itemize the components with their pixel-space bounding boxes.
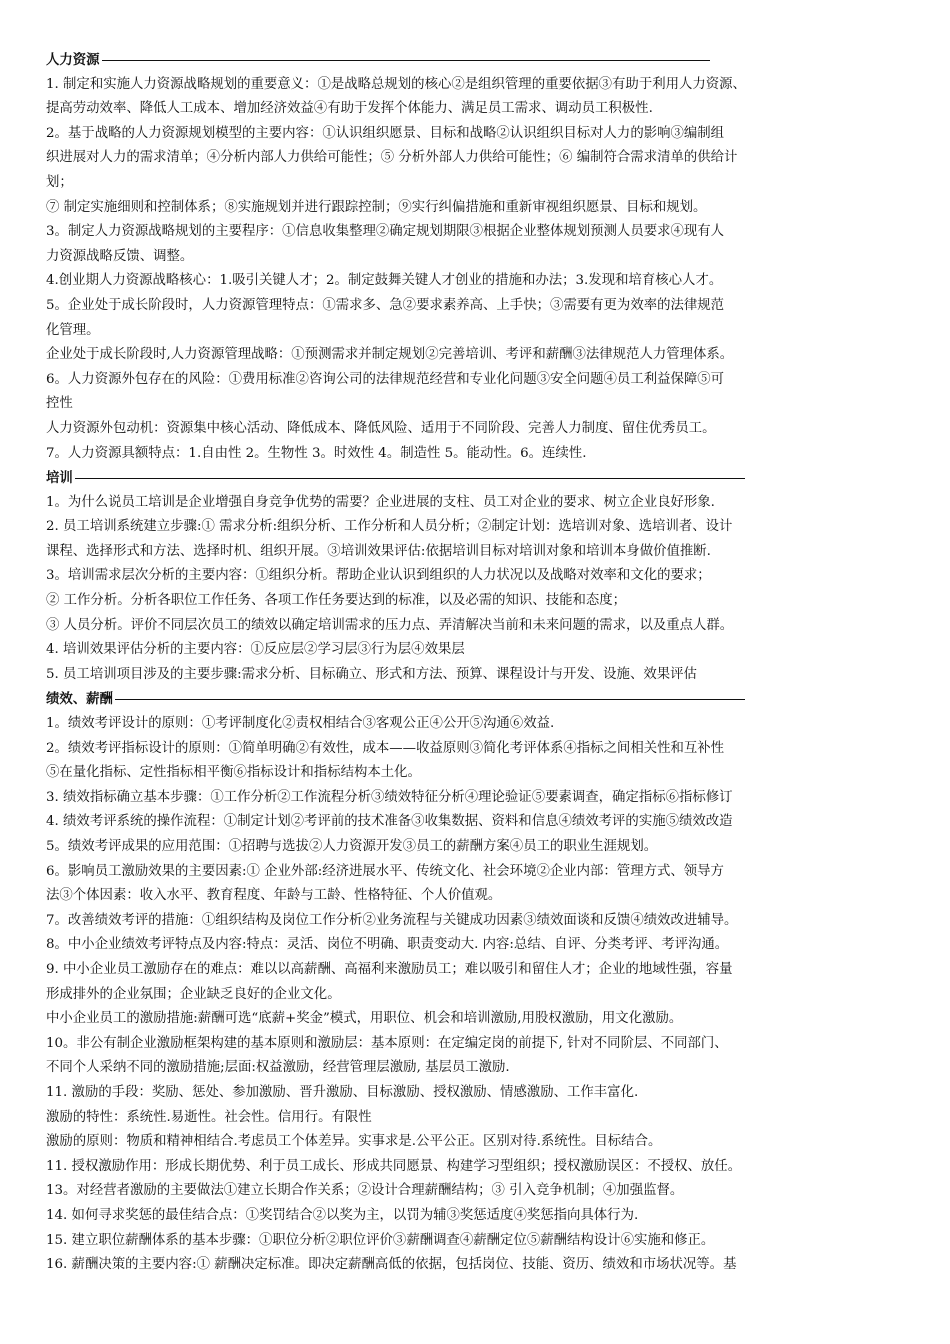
text-line: 中小企业员工的激励措施:薪酬可选“底薪+奖金”模式，用职位、机会和培训激励,用股权激励，用文化激励。 [46, 1011, 683, 1027]
text-line: 提高劳动效率、降低人工成本、增加经济效益④有助于发挥个体能力、满足员工需求、调动员工积极性. [46, 101, 653, 117]
section-heading-hr [46, 48, 912, 73]
text-line: 5. 员工培训项目涉及的主要步骤:需求分析、目标确立、形式和方法、预算、课程设计与开发、设施、效果评估 [46, 666, 697, 682]
text-line: 2。基于战略的人力资源规划模型的主要内容：①认识组织愿景、目标和战略②认识组织目标对人力的影响③编制组 [46, 125, 725, 141]
text-line: 3。制定人力资源战略规划的主要程序：①信息收集整理②确定规划期限③根据企业整体规划预测人员要求④现有人 [46, 224, 725, 240]
text-line: 化管理。 [46, 322, 100, 338]
section-heading-training [46, 466, 912, 491]
text-line: ② 工作分析。分析各职位工作任务、各项工作任务要达到的标准，以及必需的知识、技能和态度； [46, 593, 627, 609]
text-line: 8。中小企业绩效考评特点及内容:特点：灵活、岗位不明确、职责变动大. 内容:总结、自评、分类考评、考评沟通。 [46, 937, 729, 953]
text-line: ⑤在量化指标、定性指标相平衡⑥指标设计和指标结构本土化。 [46, 765, 421, 781]
text-line: 激励的特性：系统性.易逝性。社会性。信用行。有限性 [46, 1109, 372, 1125]
text-line: 6。影响员工激励效果的主要因素:① 企业外部:经济进展水平、传统文化、社会环境②企业内部：管理方式、领导方 [46, 863, 724, 879]
text-line: 9. 中小企业员工激励存在的难点：难以以高薪酬、高福利来激励员工；难以吸引和留住人才；企业的地域性强，容量 [46, 961, 733, 977]
text-line: 4.创业期人力资源战略核心：1.吸引关键人才；2。制定鼓舞关键人才创业的措施和办法；3.发现和培育核心人才。 [46, 273, 723, 289]
text-line: 2。绩效考评指标设计的原则：①简单明确②有效性，成本——收益原则③简化考评体系④指标之间相关性和互补性 [46, 740, 725, 756]
text-line: 14. 如何寻求奖惩的最佳结合点：①奖罚结合②以奖为主，以罚为辅③奖惩适度④奖惩指向具体行为. [46, 1207, 639, 1223]
text-line: 不同个人采纳不同的激励措施;层面:权益激励，经营管理层激励, 基层员工激励. [46, 1060, 510, 1076]
text-line: 1. 制定和实施人力资源战略规划的重要意义：①是战略总规划的核心②是组织管理的重要依据③有助于利用人力资源、 [46, 76, 746, 92]
text-line: 7。人力资源具额特点：1.自由性 2。生物性 3。时效性 4。制造性 5。能动性。6。连续性. [46, 445, 587, 461]
text-line: 划； [46, 174, 73, 190]
heading-text: 培训 [46, 470, 73, 487]
text-line: 13。对经营者激励的主要做法①建立长期合作关系；②设计合理薪酬结构；③ 引入竞争机制；④加强监督。 [46, 1183, 684, 1199]
text-line: 形成排外的企业氛围；企业缺乏良好的企业文化。 [46, 986, 341, 1002]
text-line: 激励的原则：物质和精神相结合.考虑员工个体差异。实事求是.公平公正。区别对待.系统性。目标结合。 [46, 1134, 662, 1150]
text-line: 4. 培训效果评估分析的主要内容：①反应层②学习层③行为层④效果层 [46, 642, 465, 658]
text-line: 4. 绩效考评系统的操作流程：①制定计划②考评前的技术准备③收集数据、资料和信息④绩效考评的实施⑤绩效改造 [46, 814, 733, 830]
text-line: 10。非公有制企业激励框架构建的基本原则和激励层：基本原则：在定编定岗的前提下, 针对不同阶层、不同部门、 [46, 1035, 728, 1051]
text-line: 3。培训需求层次分析的主要内容：①组织分析。帮助企业认识到组织的人力状况以及战略对效率和文化的要求； [46, 568, 711, 584]
text-line: 织进展对人力的需求清单；④分析内部人力供给可能性；⑤ 分析外部人力供给可能性；⑥ 编制符合需求清单的供给计 [46, 150, 738, 166]
text-line: 15. 建立职位薪酬体系的基本步骤：①职位分析②职位评价③薪酬调查④薪酬定位⑤薪酬结构设计⑥实施和修正。 [46, 1232, 715, 1248]
text-line: 法③个体因素：收入水平、教育程度、年龄与工龄、性格特征、个人价值观。 [46, 888, 502, 904]
text-line: 5。企业处于成长阶段时，人力资源管理特点：①需求多、急②要求素养高、上手快；③需要有更为效率的法律规范 [46, 297, 725, 313]
heading-text: 人力资源 [46, 52, 100, 68]
text-line: 7。改善绩效考评的措施：①组织结构及岗位工作分析②业务流程与关键成功因素③绩效面谈和反馈④绩效改进辅导。 [46, 912, 738, 928]
document-page [46, 48, 912, 1278]
text-line: 人力资源外包动机：资源集中核心活动、降低成本、降低风险、适用于不同阶段、完善人力制度、留住优秀员工。 [46, 420, 716, 436]
text-line: 6。人力资源外包存在的风险：①费用标准②咨询公司的法律规范经营和专业化问题③安全问题④员工利益保障⑤可 [46, 371, 725, 387]
text-line: ⑦ 制定实施细则和控制体系；⑧实施规划并进行跟踪控制；⑨实行纠偏措施和重新审视组织愿景、目标和规划。 [46, 199, 707, 215]
text-line: 力资源战略反馈、调整。 [46, 248, 194, 264]
text-line: 控性 [46, 396, 73, 412]
heading-rule [75, 478, 745, 479]
text-line: 5。绩效考评成果的应用范围：①招聘与选拔②人力资源开发③员工的薪酬方案④员工的职业生涯规划。 [46, 839, 658, 854]
text-line: ③ 人员分析。评价不同层次员工的绩效以确定培训需求的压力点、弄清解决当前和未来问题的需求，以及重点人群。 [46, 617, 734, 633]
text-line: 2. 员工培训系统建立步骤:① 需求分析:组织分析、工作分析和人员分析；②制定计划：选培训对象、选培训者、设计 [46, 519, 733, 535]
text-line: 16. 薪酬决策的主要内容:① 薪酬决定标准。即决定薪酬高低的依据，包括岗位、技能、资历、绩效和市场状况等。基 [46, 1257, 737, 1273]
heading-rule [102, 60, 710, 61]
text-line: 1。绩效考评设计的原则：①考评制度化②责权相结合③客观公正④公开⑤沟通⑥效益. [46, 716, 555, 732]
text-line: 3. 绩效指标确立基本步骤：①工作分析②工作流程分析③绩效特征分析④理论验证⑤要素调查，确定指标⑥指标修订 [46, 789, 733, 805]
text-line: 11. 激励的手段：奖励、惩处、参加激励、晋升激励、目标激励、授权激励、情感激励、工作丰富化. [46, 1084, 639, 1100]
text-line: 企业处于成长阶段时,人力资源管理战略：①预测需求并制定规划②完善培训、考评和薪酬③法律规范人力管理体系。 [46, 347, 734, 363]
text-line: 1。为什么说员工培训是企业增强自身竞争优势的需要？企业进展的支柱、员工对企业的要求、树立企业良好形象. [46, 494, 715, 510]
text-line: 11. 授权激励作用：形成长期优势、利于员工成长、形成共同愿景、构建学习型组织；授权激励误区：不授权、放任。 [46, 1158, 742, 1174]
heading-text: 绩效、薪酬 [46, 691, 113, 708]
heading-rule [115, 699, 745, 700]
section-heading-performance [46, 687, 912, 712]
text-line: 课程、选择形式和方法、选择时机、组织开展。③培训效果评估:依据培训目标对培训对象和培训本身做价值推断. [46, 543, 711, 559]
